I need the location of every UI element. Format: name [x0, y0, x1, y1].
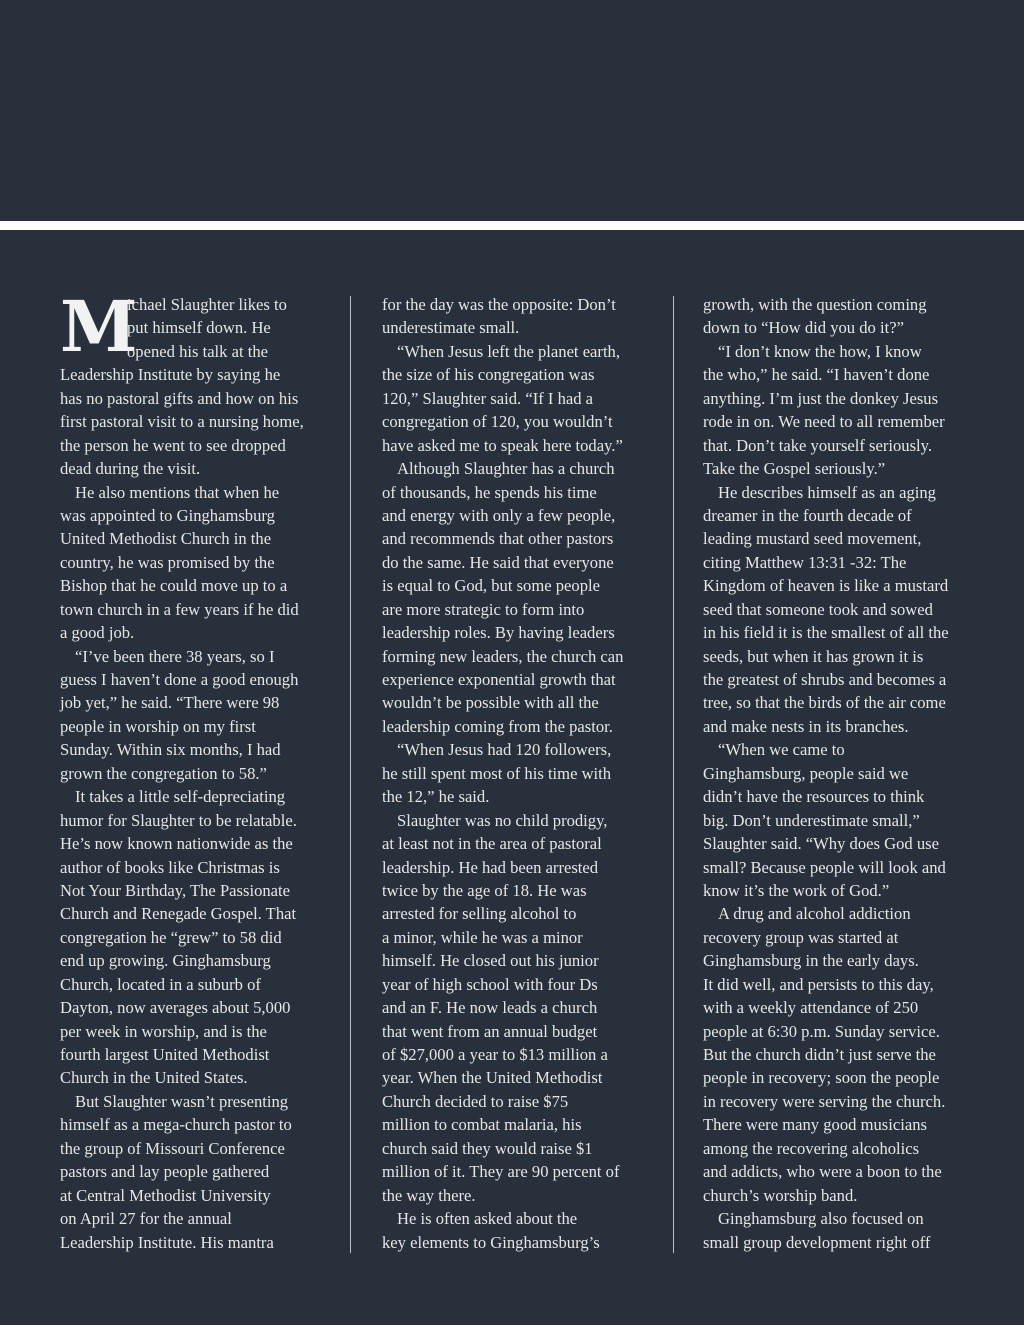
- text-line: citing Matthew 13:31 -32: The: [703, 552, 907, 572]
- text-line: church’s worship band.: [703, 1185, 858, 1205]
- text-line: small? Because people will look and: [703, 857, 946, 877]
- text-line: humor for Slaughter to be relatable.: [60, 810, 297, 830]
- text-line: first pastoral visit to a nursing home,: [60, 412, 304, 432]
- text-line: country, he was promised by the: [60, 552, 275, 572]
- text-line: and make nests in its branches.: [703, 716, 909, 736]
- article-column-2: [382, 293, 664, 1254]
- text-line: congregation of 120, you wouldn’t: [382, 412, 613, 432]
- text-line: It takes a little self-depreciating: [75, 787, 286, 807]
- text-line: congregation he “grew” to 58 did: [60, 927, 282, 947]
- article-column-1: [60, 285, 342, 1254]
- text-line: Ginghamsburg, people said we: [703, 763, 909, 783]
- text-line: are more strategic to form into: [382, 599, 585, 619]
- text-line: experience exponential growth that: [382, 670, 616, 689]
- text-line: seeds, but when it has grown it is: [703, 646, 924, 666]
- text-line: Leadership Institute. His mantra: [60, 1232, 274, 1252]
- text-line: at Central Methodist University: [60, 1185, 271, 1205]
- text-line: with a weekly attendance of 250: [703, 998, 919, 1018]
- text-line: Ginghamsburg also focused on: [718, 1209, 924, 1229]
- text-line: ichael Slaughter likes to: [127, 295, 287, 314]
- text-line: Leadership Institute by saying he: [60, 365, 281, 385]
- text-line: the who,” he said. “I haven’t done: [703, 365, 930, 385]
- text-line: recovery group was started at: [703, 927, 899, 947]
- text-line: that. Don’t take yourself seriously.: [703, 435, 933, 455]
- text-line: Although Slaughter has a church: [397, 459, 615, 479]
- text-line: big. Don’t underestimate small,”: [703, 810, 920, 830]
- text-line: people in worship on my first: [60, 716, 256, 736]
- text-line: a minor, while he was a minor: [382, 927, 583, 947]
- text-line: on April 27 for the annual: [60, 1209, 232, 1229]
- text-line: do the same. He said that everyone: [382, 552, 614, 572]
- text-line: people in recovery; soon the people: [703, 1068, 940, 1088]
- text-line: people at 6:30 p.m. Sunday service.: [703, 1021, 940, 1041]
- text-line: at least not in the area of pastoral: [382, 834, 602, 854]
- text-line: the 12,” he said.: [382, 787, 490, 807]
- text-line: Ginghamsburg in the early days.: [703, 951, 919, 971]
- text-line: He also mentions that when he: [75, 482, 280, 502]
- text-line: “I’ve been there 38 years, so I: [75, 646, 275, 666]
- text-line: tree, so that the birds of the air come: [703, 693, 946, 713]
- text-line: didn’t have the resources to think: [703, 787, 925, 807]
- text-line: “When Jesus had 120 followers,: [397, 740, 612, 760]
- text-line: in recovery were serving the church.: [703, 1091, 946, 1111]
- text-line: “I don’t know the how, I know: [718, 341, 922, 361]
- text-line: is equal to God, but some people: [382, 576, 600, 596]
- text-line: church said they would raise $1: [382, 1138, 593, 1158]
- text-line: million of it. They are 90 percent of: [382, 1162, 620, 1182]
- text-line: Slaughter was no child prodigy,: [397, 810, 608, 830]
- text-line: and an F. He now leads a church: [382, 998, 598, 1018]
- text-line: He’s now known nationwide as the: [60, 834, 293, 854]
- text-line: grown the congregation to 58.”: [60, 763, 267, 783]
- text-line: and recommends that other pastors: [382, 529, 614, 549]
- text-line: himself as a mega-church pastor to: [60, 1115, 292, 1135]
- text-line: wouldn’t be possible with all the: [382, 693, 599, 713]
- text-line: and addicts, who were a boon to the: [703, 1162, 942, 1182]
- text-line: Church decided to raise $75: [382, 1091, 569, 1111]
- text-line: Bishop that he could move up to a: [60, 576, 288, 596]
- text-line: He is often asked about the: [397, 1209, 578, 1229]
- text-line: Church, located in a suburb of: [60, 974, 261, 994]
- text-line: leadership roles. By having leaders: [382, 623, 615, 643]
- text-line: There were many good musicians: [703, 1115, 927, 1135]
- text-line: rode in on. We need to all remember: [703, 412, 945, 432]
- text-line: dead during the visit.: [60, 459, 201, 479]
- text-line: Not Your Birthday, The Passionate: [60, 880, 291, 900]
- text-line: guess I haven’t done a good enough: [60, 670, 299, 689]
- text-line: year. When the United Methodist: [382, 1068, 603, 1088]
- text-line: A drug and alcohol addiction: [718, 904, 911, 924]
- text-line: town church in a few years if he did: [60, 599, 299, 619]
- text-line: the group of Missouri Conference: [60, 1138, 285, 1158]
- text-line: and energy with only a few people,: [382, 505, 616, 525]
- text-line: in his field it is the smallest of all the: [703, 623, 949, 643]
- text-line: himself. He closed out his junior: [382, 951, 599, 971]
- text-line: twice by the age of 18. He was: [382, 880, 587, 900]
- text-line: was appointed to Ginghamsburg: [60, 505, 275, 525]
- text-line: the greatest of shrubs and becomes a: [703, 670, 947, 689]
- text-line: has no pastoral gifts and how on his: [60, 388, 299, 408]
- text-line: “When we came to: [718, 740, 845, 760]
- text-line: a good job.: [60, 623, 135, 643]
- text-line: down to “How did you do it?”: [703, 318, 904, 338]
- text-line: opened his talk at the: [127, 341, 269, 361]
- text-line: seed that someone took and sowed: [703, 599, 933, 619]
- text-line: leadership coming from the pastor.: [382, 716, 613, 736]
- text-line: the person he went to see dropped: [60, 435, 286, 455]
- column-divider: [350, 296, 351, 1253]
- text-line: dreamer in the fourth decade of: [703, 505, 912, 525]
- text-line: But Slaughter wasn’t presenting: [75, 1091, 289, 1111]
- header-divider-rule: [0, 221, 1024, 230]
- column-divider: [673, 296, 674, 1253]
- text-line: anything. I’m just the donkey Jesus: [703, 388, 939, 408]
- text-line: But the church didn’t just serve the: [703, 1045, 936, 1064]
- text-line: per week in worship, and is the: [60, 1021, 267, 1041]
- text-line: He describes himself as an aging: [718, 482, 936, 502]
- text-line: end up growing. Ginghamsburg: [60, 951, 271, 971]
- text-line: author of books like Christmas is: [60, 857, 280, 877]
- text-line: for the day was the opposite: Don’t: [382, 295, 616, 314]
- text-line: Take the Gospel seriously.”: [703, 459, 886, 479]
- drop-cap: M: [60, 285, 138, 368]
- text-line: 120,” Slaughter said. “If I had a: [382, 388, 594, 408]
- text-line: Church in the United States.: [60, 1068, 248, 1088]
- text-line: the way there.: [382, 1185, 476, 1205]
- text-line: Sunday. Within six months, I had: [60, 740, 281, 760]
- text-line: million to combat malaria, his: [382, 1115, 582, 1135]
- text-line: have asked me to speak here today.”: [382, 435, 623, 455]
- text-line: among the recovering alcoholics: [703, 1138, 920, 1158]
- text-line: year of high school with four Ds: [382, 974, 598, 994]
- text-line: leadership. He had been arrested: [382, 857, 599, 877]
- text-line: “When Jesus left the planet earth,: [397, 341, 621, 361]
- text-line: arrested for selling alcohol to: [382, 904, 577, 924]
- text-line: know it’s the work of God.”: [703, 880, 890, 900]
- text-line: Dayton, now averages about 5,000: [60, 998, 291, 1018]
- text-line: job yet,” he said. “There were 98: [60, 693, 280, 713]
- article-column-3: [703, 293, 985, 1254]
- text-line: Kingdom of heaven is like a mustard: [703, 576, 949, 596]
- text-line: forming new leaders, the church can: [382, 646, 624, 666]
- text-line: small group development right off: [703, 1232, 931, 1252]
- text-line: leading mustard seed movement,: [703, 529, 922, 549]
- text-line: of thousands, he spends his time: [382, 482, 597, 502]
- text-line: the size of his congregation was: [382, 365, 595, 385]
- text-line: he still spent most of his time with: [382, 763, 612, 783]
- text-line: Church and Renegade Gospel. That: [60, 904, 297, 924]
- text-line: Slaughter said. “Why does God use: [703, 834, 939, 854]
- text-line: put himself down. He: [127, 318, 271, 338]
- text-line: fourth largest United Methodist: [60, 1045, 270, 1064]
- text-line: of $27,000 a year to $13 million a: [382, 1045, 608, 1064]
- text-line: that went from an annual budget: [382, 1021, 598, 1041]
- text-line: It did well, and persists to this day,: [703, 974, 934, 994]
- text-line: underestimate small.: [382, 318, 520, 338]
- text-line: growth, with the question coming: [703, 295, 927, 314]
- text-line: pastors and lay people gathered: [60, 1162, 270, 1182]
- text-line: United Methodist Church in the: [60, 529, 272, 549]
- text-line: key elements to Ginghamsburg’s: [382, 1232, 600, 1252]
